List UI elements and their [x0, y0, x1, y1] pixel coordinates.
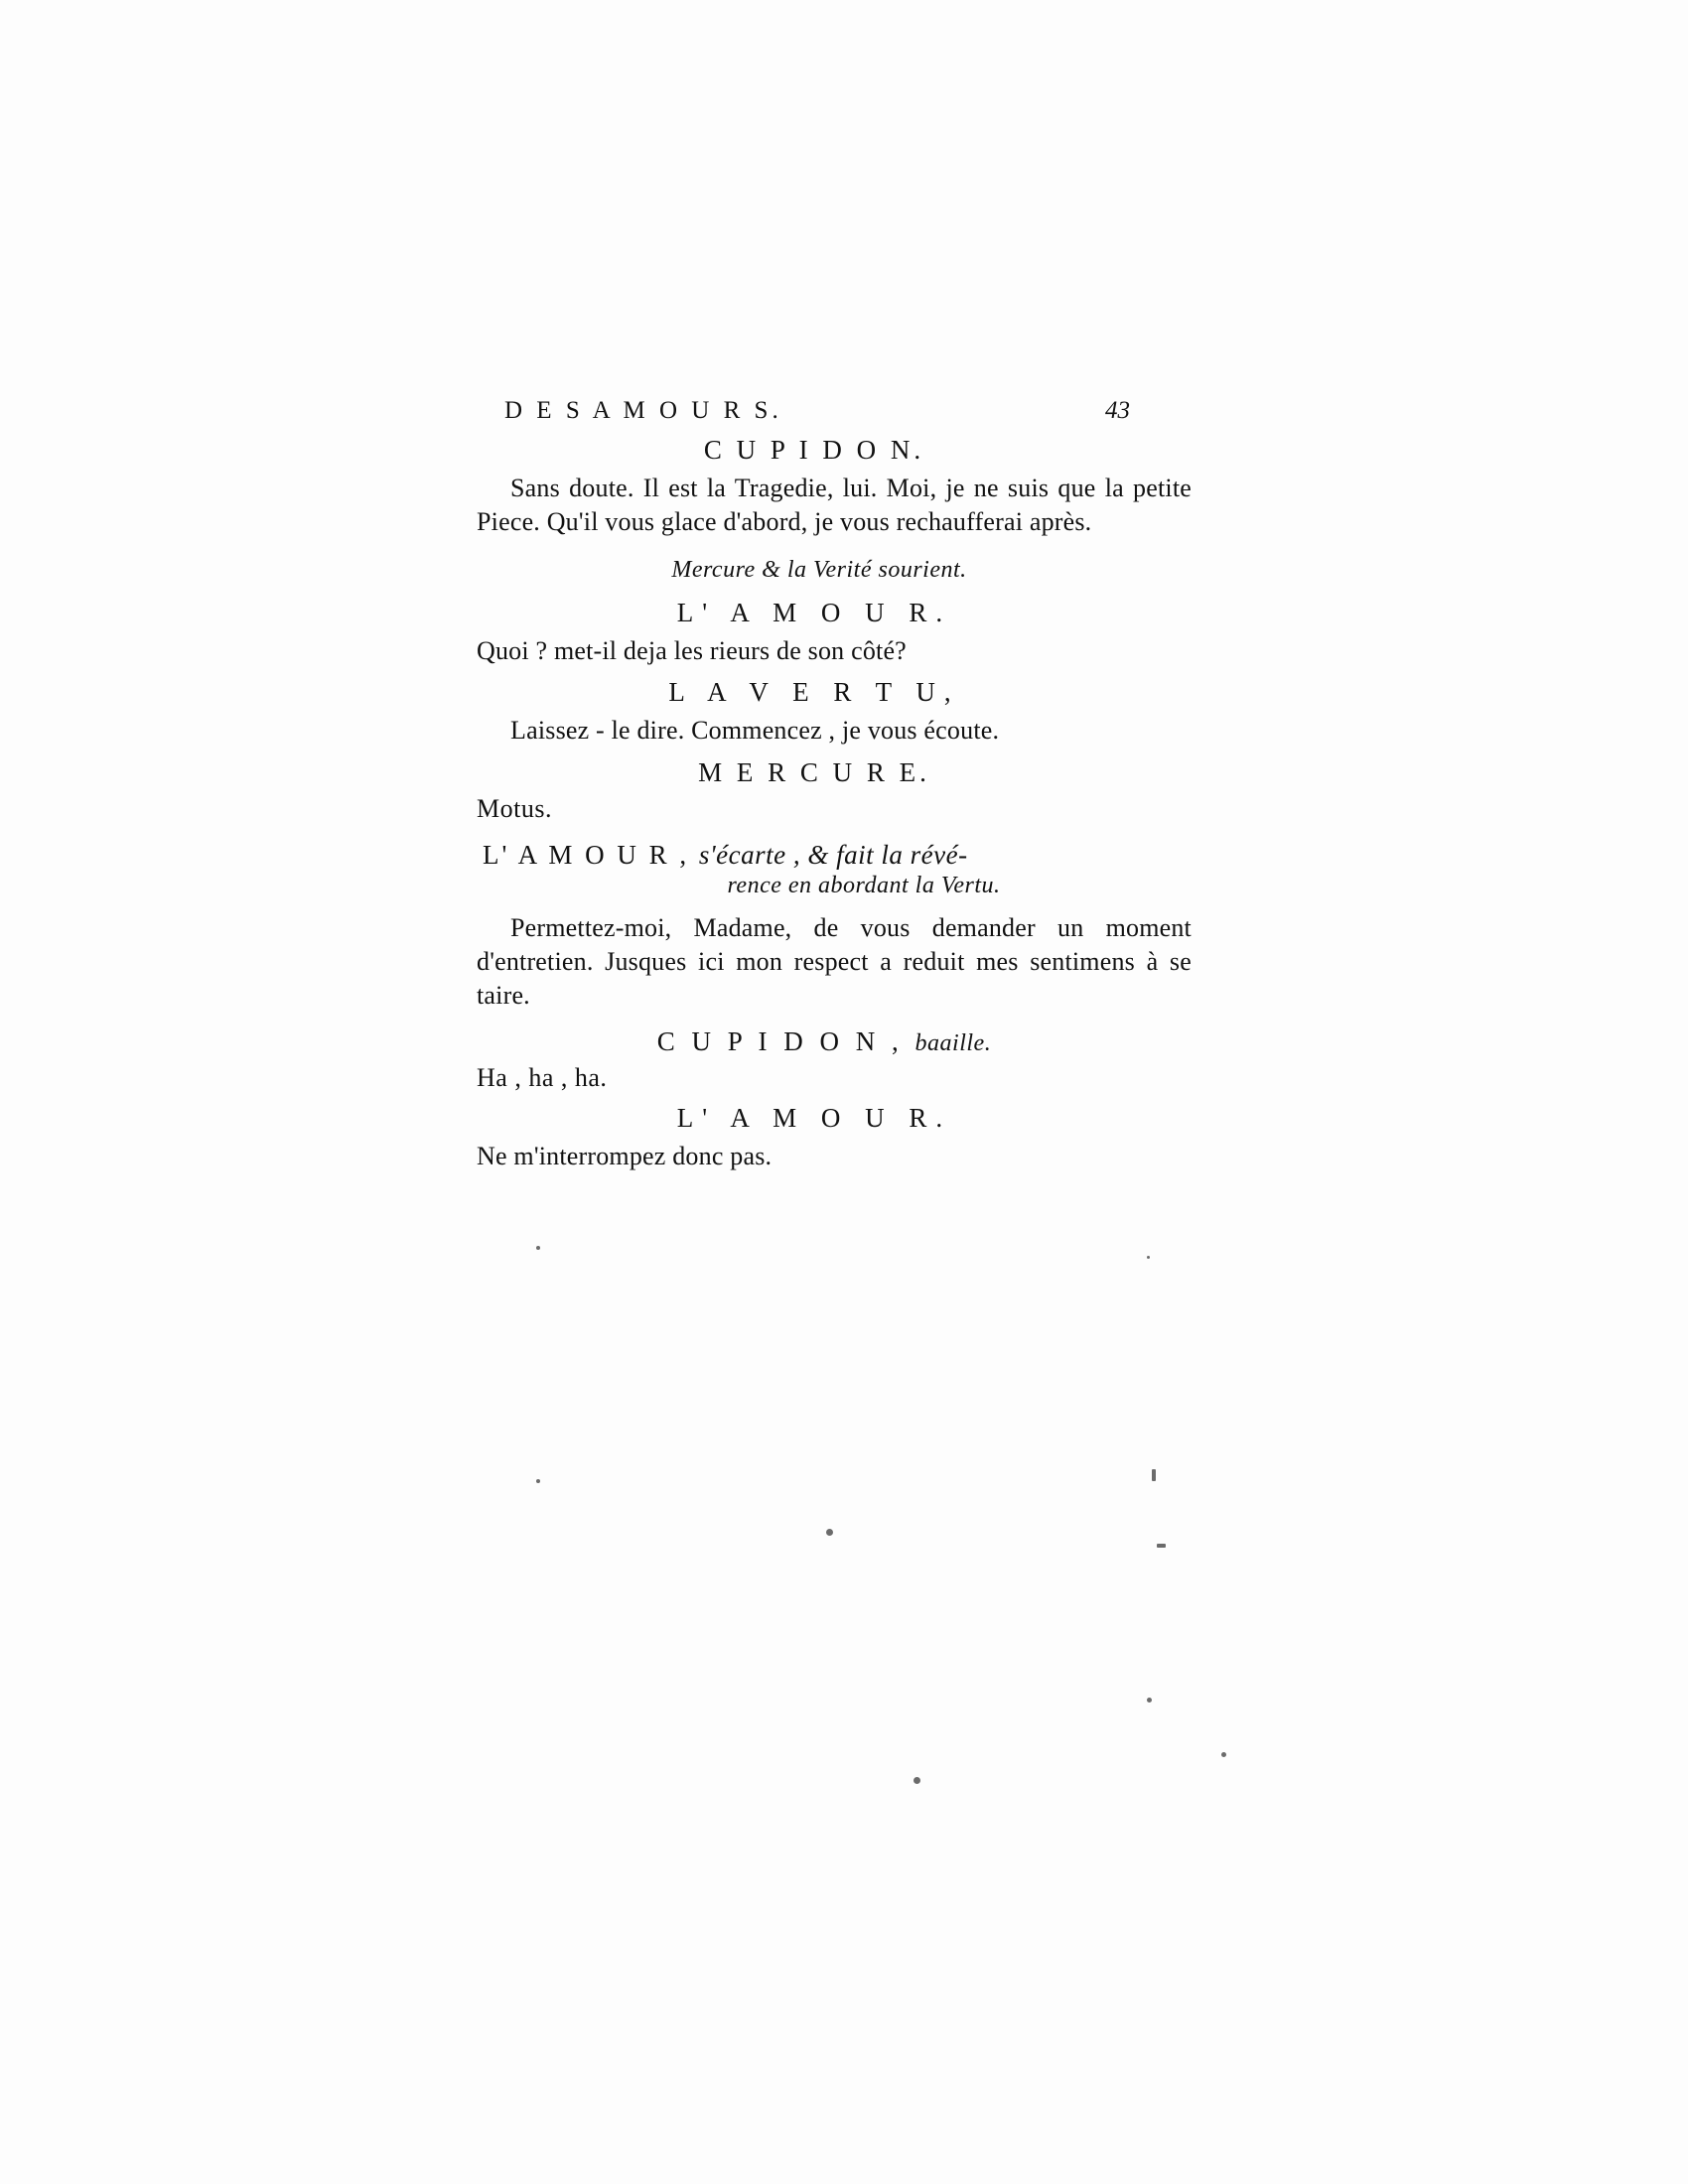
scan-speck	[1147, 1256, 1150, 1259]
paragraph-lamour-3: Ne m'interrompez donc pas.	[477, 1141, 773, 1170]
running-head-title: D E S A M O U R S.	[504, 397, 782, 424]
speaker-lamour-1: L' A M O U R.	[676, 597, 952, 627]
scan-speck	[1147, 1698, 1152, 1703]
scan-speck	[536, 1246, 540, 1250]
page-textblock	[477, 397, 1192, 1182]
speaker-lamour-3: L' A M O U R.	[676, 1102, 952, 1133]
running-head	[477, 397, 1192, 425]
scan-speck	[1157, 1544, 1166, 1548]
paragraph-lamour-1: Quoi ? met-il deja les rieurs de son côté?	[477, 635, 907, 665]
speaker-cupidon-1: C U P I D O N.	[703, 435, 925, 465]
paragraph-mercure-1: Motus.	[477, 794, 552, 824]
scan-speck	[826, 1529, 833, 1536]
scan-speck	[536, 1479, 540, 1483]
speaker-cupidon-2	[477, 1026, 1192, 1057]
speaker-cupidon-2-direction: baaille.	[914, 1029, 992, 1056]
speaker-mercure-1: M E R C U R E.	[698, 757, 930, 788]
paragraph-cupidon-1: Sans doute. Il est la Tragedie, lui. Moi, je ne suis que la petite Piece. Qu'il vous glace d'abord, je vous rechaufferai après.	[477, 474, 1192, 536]
stage-direction-mercure-verite: Mercure & la Verité sourient.	[671, 556, 967, 583]
paragraph-lamour-2: Permettez-moi, Madame, de vous demander un moment d'entretien. Jusques ici mon respect a reduit mes sentimens à se taire.	[477, 913, 1192, 1010]
page-number: 43	[1105, 397, 1130, 424]
speaker-lavertu-1: L A V E R T U,	[668, 677, 960, 708]
paragraph-cupidon-2: Ha , ha , ha.	[477, 1062, 608, 1092]
speaker-lamour-2-name: L' A M O U R ,	[483, 840, 690, 871]
speaker-lamour-2	[477, 840, 1192, 871]
scan-speck	[1152, 1469, 1156, 1481]
scan-speck	[914, 1777, 920, 1784]
paragraph-lavertu-1: Laissez - le dire. Commencez , je vous écoute.	[510, 716, 1000, 746]
speaker-lamour-2-direction: s'écarte , & fait la révé-	[698, 840, 968, 871]
scan-speck	[1221, 1752, 1226, 1757]
speaker-cupidon-2-name: C U P I D O N ,	[656, 1025, 904, 1056]
speaker-lamour-2-direction-cont: rence en abordant la Vertu.	[727, 873, 1001, 899]
